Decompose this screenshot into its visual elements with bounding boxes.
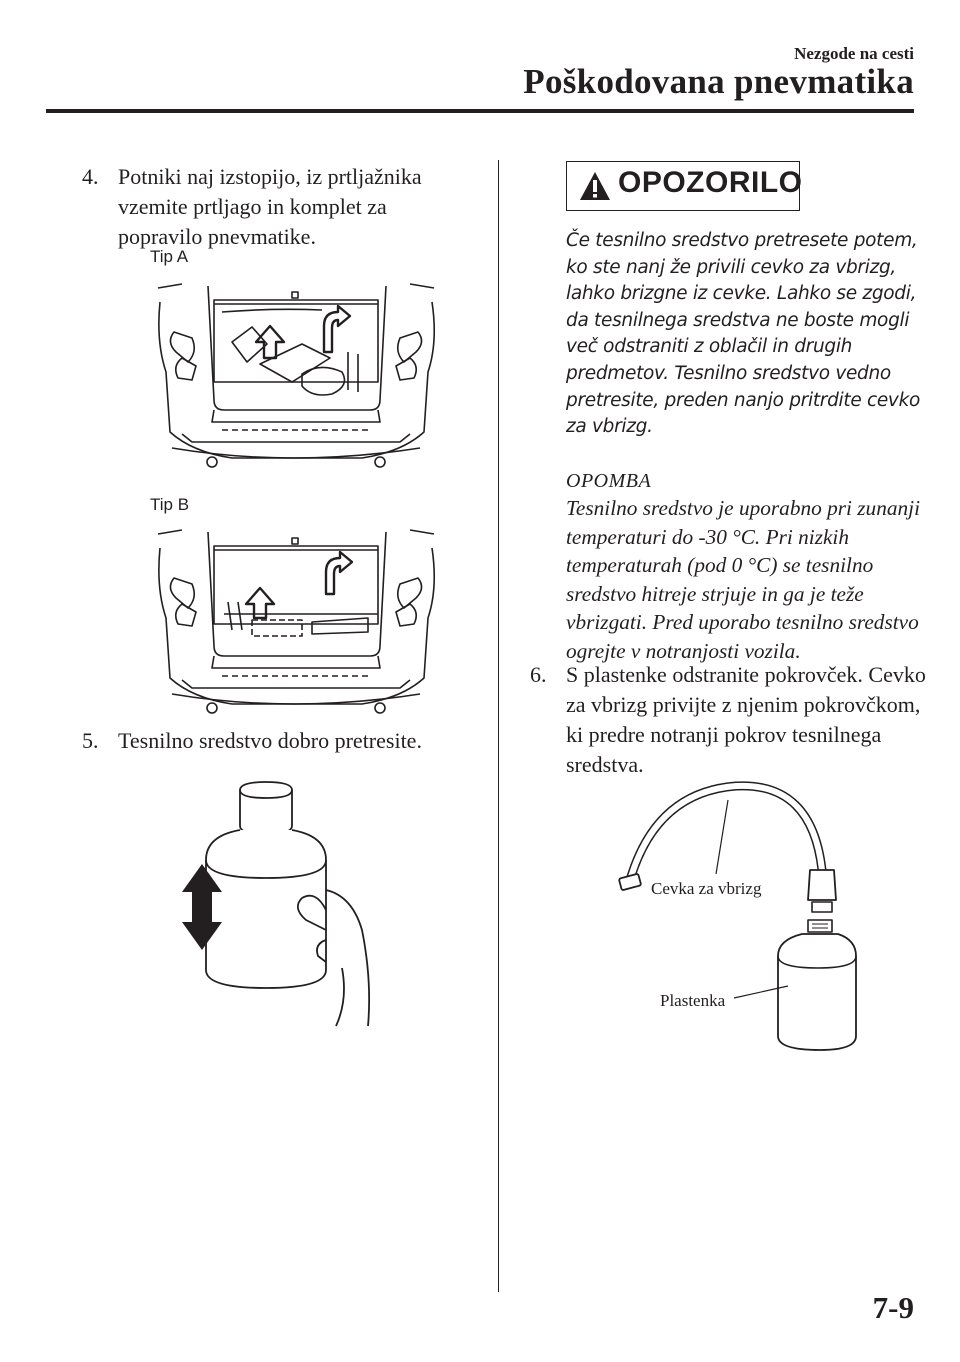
page-number: 7-9 (872, 1290, 914, 1325)
step-5 (82, 726, 462, 756)
section-title: Nezgode na cesti (794, 44, 914, 63)
note-text: Tesnilno sredstvo je uporabno pri zunanji temperaturi do -30 °C. Pri nizkih temperaturah (pod 0 °C) se tesnilno sredstvo hitreje strjuje in ga je teže vbrizgati. Pred uporabo tesnilno sredstvo ogrejte v notranjosti vozila. (566, 496, 920, 663)
shake-bottle-figure (176, 780, 386, 1028)
step-4 (82, 162, 462, 252)
hose-bottle-figure (616, 780, 866, 1060)
step-text: S plastenke odstranite pokrovček. Cevko za vbrizg privijte z njenim pokrovčkom, ki predre notranji pokrov tesnilnega sredstva. (566, 662, 926, 777)
trunk-figure-tip-b (152, 528, 440, 718)
step-number: 5. (82, 728, 99, 753)
step-text: Tesnilno sredstvo dobro pretresite. (118, 728, 422, 753)
tip-a-label: Tip A (150, 247, 189, 266)
step-text: Potniki naj izstopijo, iz prtljažnika vzemite prtljago in komplet za popravilo pnevmatike. (118, 164, 422, 249)
trunk-figure-tip-a (152, 282, 440, 472)
bottle-label: Plastenka (660, 991, 726, 1010)
warning-icon (578, 170, 612, 202)
note-title: OPOMBA (566, 470, 652, 492)
tip-b-label: Tip B (150, 495, 190, 514)
chapter-title: Poškodovana pnevmatika (523, 62, 914, 101)
warning-title: OPOZORILO (618, 166, 803, 199)
step-number: 4. (82, 164, 99, 189)
step-6 (530, 660, 930, 780)
hose-label: Cevka za vbrizg (651, 879, 762, 898)
column-divider (498, 160, 499, 1292)
header-rule (46, 109, 914, 113)
step-number: 6. (530, 662, 547, 687)
warning-text: Če tesnilno sredstvo pretresete potem, ko ste nanj že privili cevko za vbrizg, lahko brizgne iz cevke. Lahko se zgodi, da tesnilnega sredstva ne boste mogli več odstraniti z oblačil in drugih predmetov. Tesnilno sredstvo vedno pretresite, preden nanjo pritrdite cevko za vbrizg. (566, 230, 921, 438)
